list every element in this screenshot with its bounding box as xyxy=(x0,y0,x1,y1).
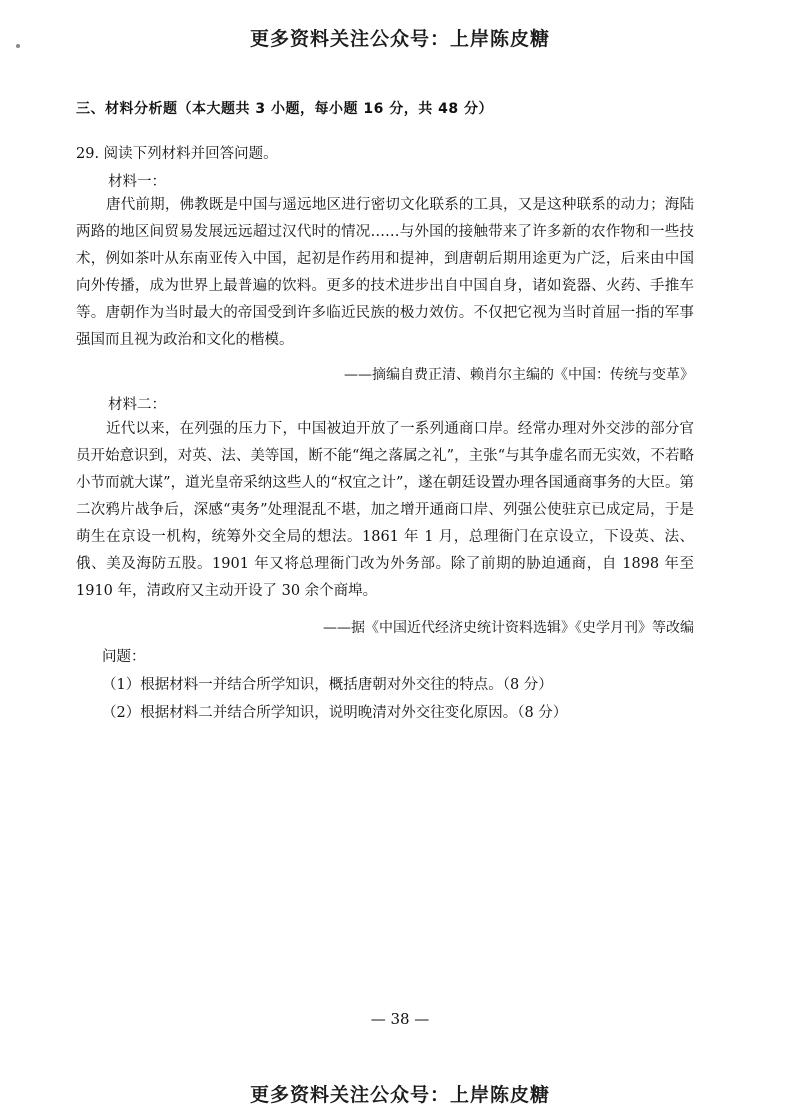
material1-text: 唐代前期，佛教既是中国与遥远地区进行密切文化联系的工具，又是这种联系的动力；海陆两路的地区间贸易发展远远超过汉代时的情况……与外国的接触带来了许多新的农作物和一些技术，例如茶叶从东南亚传入中国，起初是作药用和提神，到唐朝后期用途更为广泛，后来由中国向外传播，成为世界上最普遍的饮料。更多的技术进步出自中国自身，诸如瓷器、火药、手推车等。唐朝作为当时最大的帝国受到许多临近民族的极力效仿。不仅把它视为当时首屈一指的军事强国而且视为政治和文化的楷模。 xyxy=(76,197,694,348)
material2-label: 材料二： xyxy=(108,397,166,413)
scan-dot xyxy=(16,44,20,48)
header-banner: 更多资料关注公众号：上岸陈皮糖 xyxy=(249,28,550,50)
page-number: — 38 — xyxy=(370,1010,430,1028)
question-title: 29. 阅读下列材料并回答问题。 xyxy=(76,146,278,162)
footer-banner: 更多资料关注公众号：上岸陈皮糖 xyxy=(249,1084,550,1106)
material2-text: 近代以来，在列强的压力下，中国被迫开放了一系列通商口岸。经常办理对外交涉的部分官员开始意识到，对英、法、美等国，断不能“绳之落属之礼”，主张“与其争虚名而无实效，不若略小节而就大谋”，道光皇帝采纳这些人的“权宜之计”，遂在朝廷设置办理各国通商事务的大臣。第二次鸦片战争后，深感“夷务”处理混乱不堪，加之增开通商口岸、列强公使驻京已成定局，于是萌生在京设一机构，统筹外交全局的想法。1861 年 1 月，总理衙门在京设立，下设英、法、俄、美及海防五股。1901 年又将总理衙门改为外务部。除了前期的胁迫通商，自 1898 年至 1910 年，清政府又主动开设了 30 余个商埠。 xyxy=(76,421,694,599)
material1-label: 材料一： xyxy=(108,174,166,190)
material2-source: ——据《中国近代经济史统计资料选辑》《史学月刊》等改编 xyxy=(323,620,694,636)
sub-question-2: （2）根据材料二并结合所学知识，说明晚清对外交往变化原因。（8 分） xyxy=(102,705,568,721)
section-title: 三、材料分析题（本大题共 3 小题，每小题 16 分，共 48 分） xyxy=(76,101,493,117)
sub-question-1: （1）根据材料一并结合所学知识，概括唐朝对外交往的特点。（8 分） xyxy=(102,677,553,693)
material1-source: ——摘编自费正清、赖肖尔主编的《中国：传统与变革》 xyxy=(344,367,694,383)
questions-label: 问题： xyxy=(102,649,146,665)
